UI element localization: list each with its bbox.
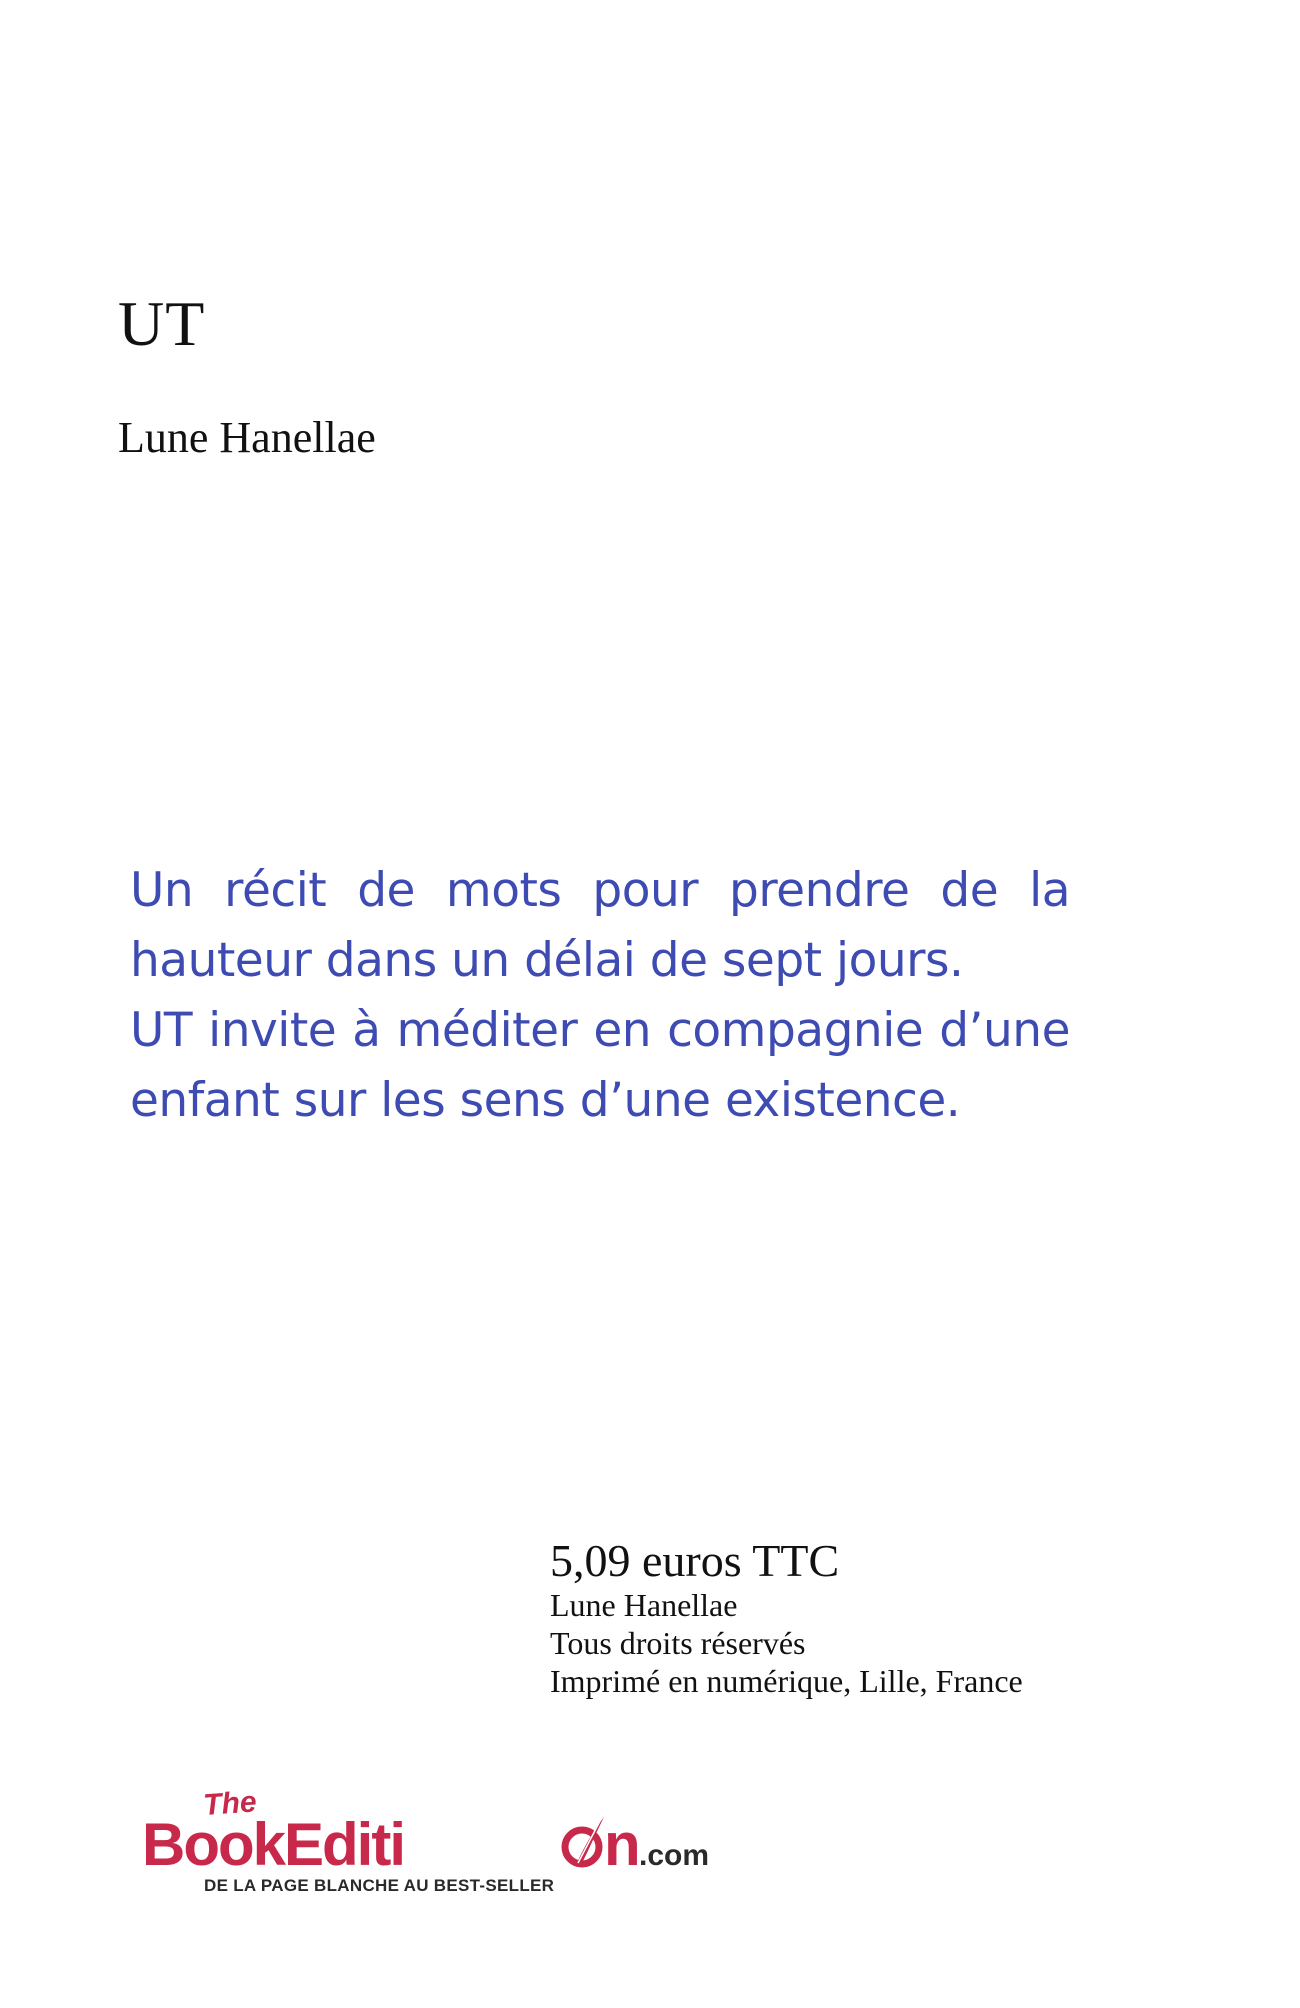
price-text: 5,09 euros TTC: [550, 1535, 840, 1586]
blurb-line: Un récit de mots pour prendre de la: [130, 863, 1070, 918]
blurb-line: hauteur dans un délai de sept jours.: [130, 933, 964, 988]
publisher-logo: [142, 1785, 710, 1897]
printed-text: Imprimé en numérique, Lille, France: [550, 1663, 1023, 1699]
logo-tagline: DE LA PAGE BLANCHE AU BEST-SELLER: [204, 1876, 555, 1895]
logo-brand-text: BookEditi: [142, 1811, 404, 1878]
logo-domain-text: .com: [639, 1839, 710, 1872]
thebookedition-logo: [142, 1785, 710, 1897]
blurb-line: UT invite à méditer en compagnie d’une: [130, 1003, 1070, 1058]
colophon: [550, 1536, 1023, 1700]
back-cover-blurb: [130, 856, 1070, 1136]
book-title: UT: [118, 288, 206, 359]
rights-text: Tous droits réservés: [550, 1625, 806, 1661]
logo-brand-tail: n: [604, 1811, 641, 1878]
logo-the-text: The: [202, 1785, 258, 1822]
book-author: Lune Hanellae: [118, 413, 376, 462]
blurb-line: enfant sur les sens d’une existence.: [130, 1073, 961, 1128]
quill-icon: [565, 1817, 604, 1865]
colophon-author: Lune Hanellae: [550, 1587, 738, 1623]
